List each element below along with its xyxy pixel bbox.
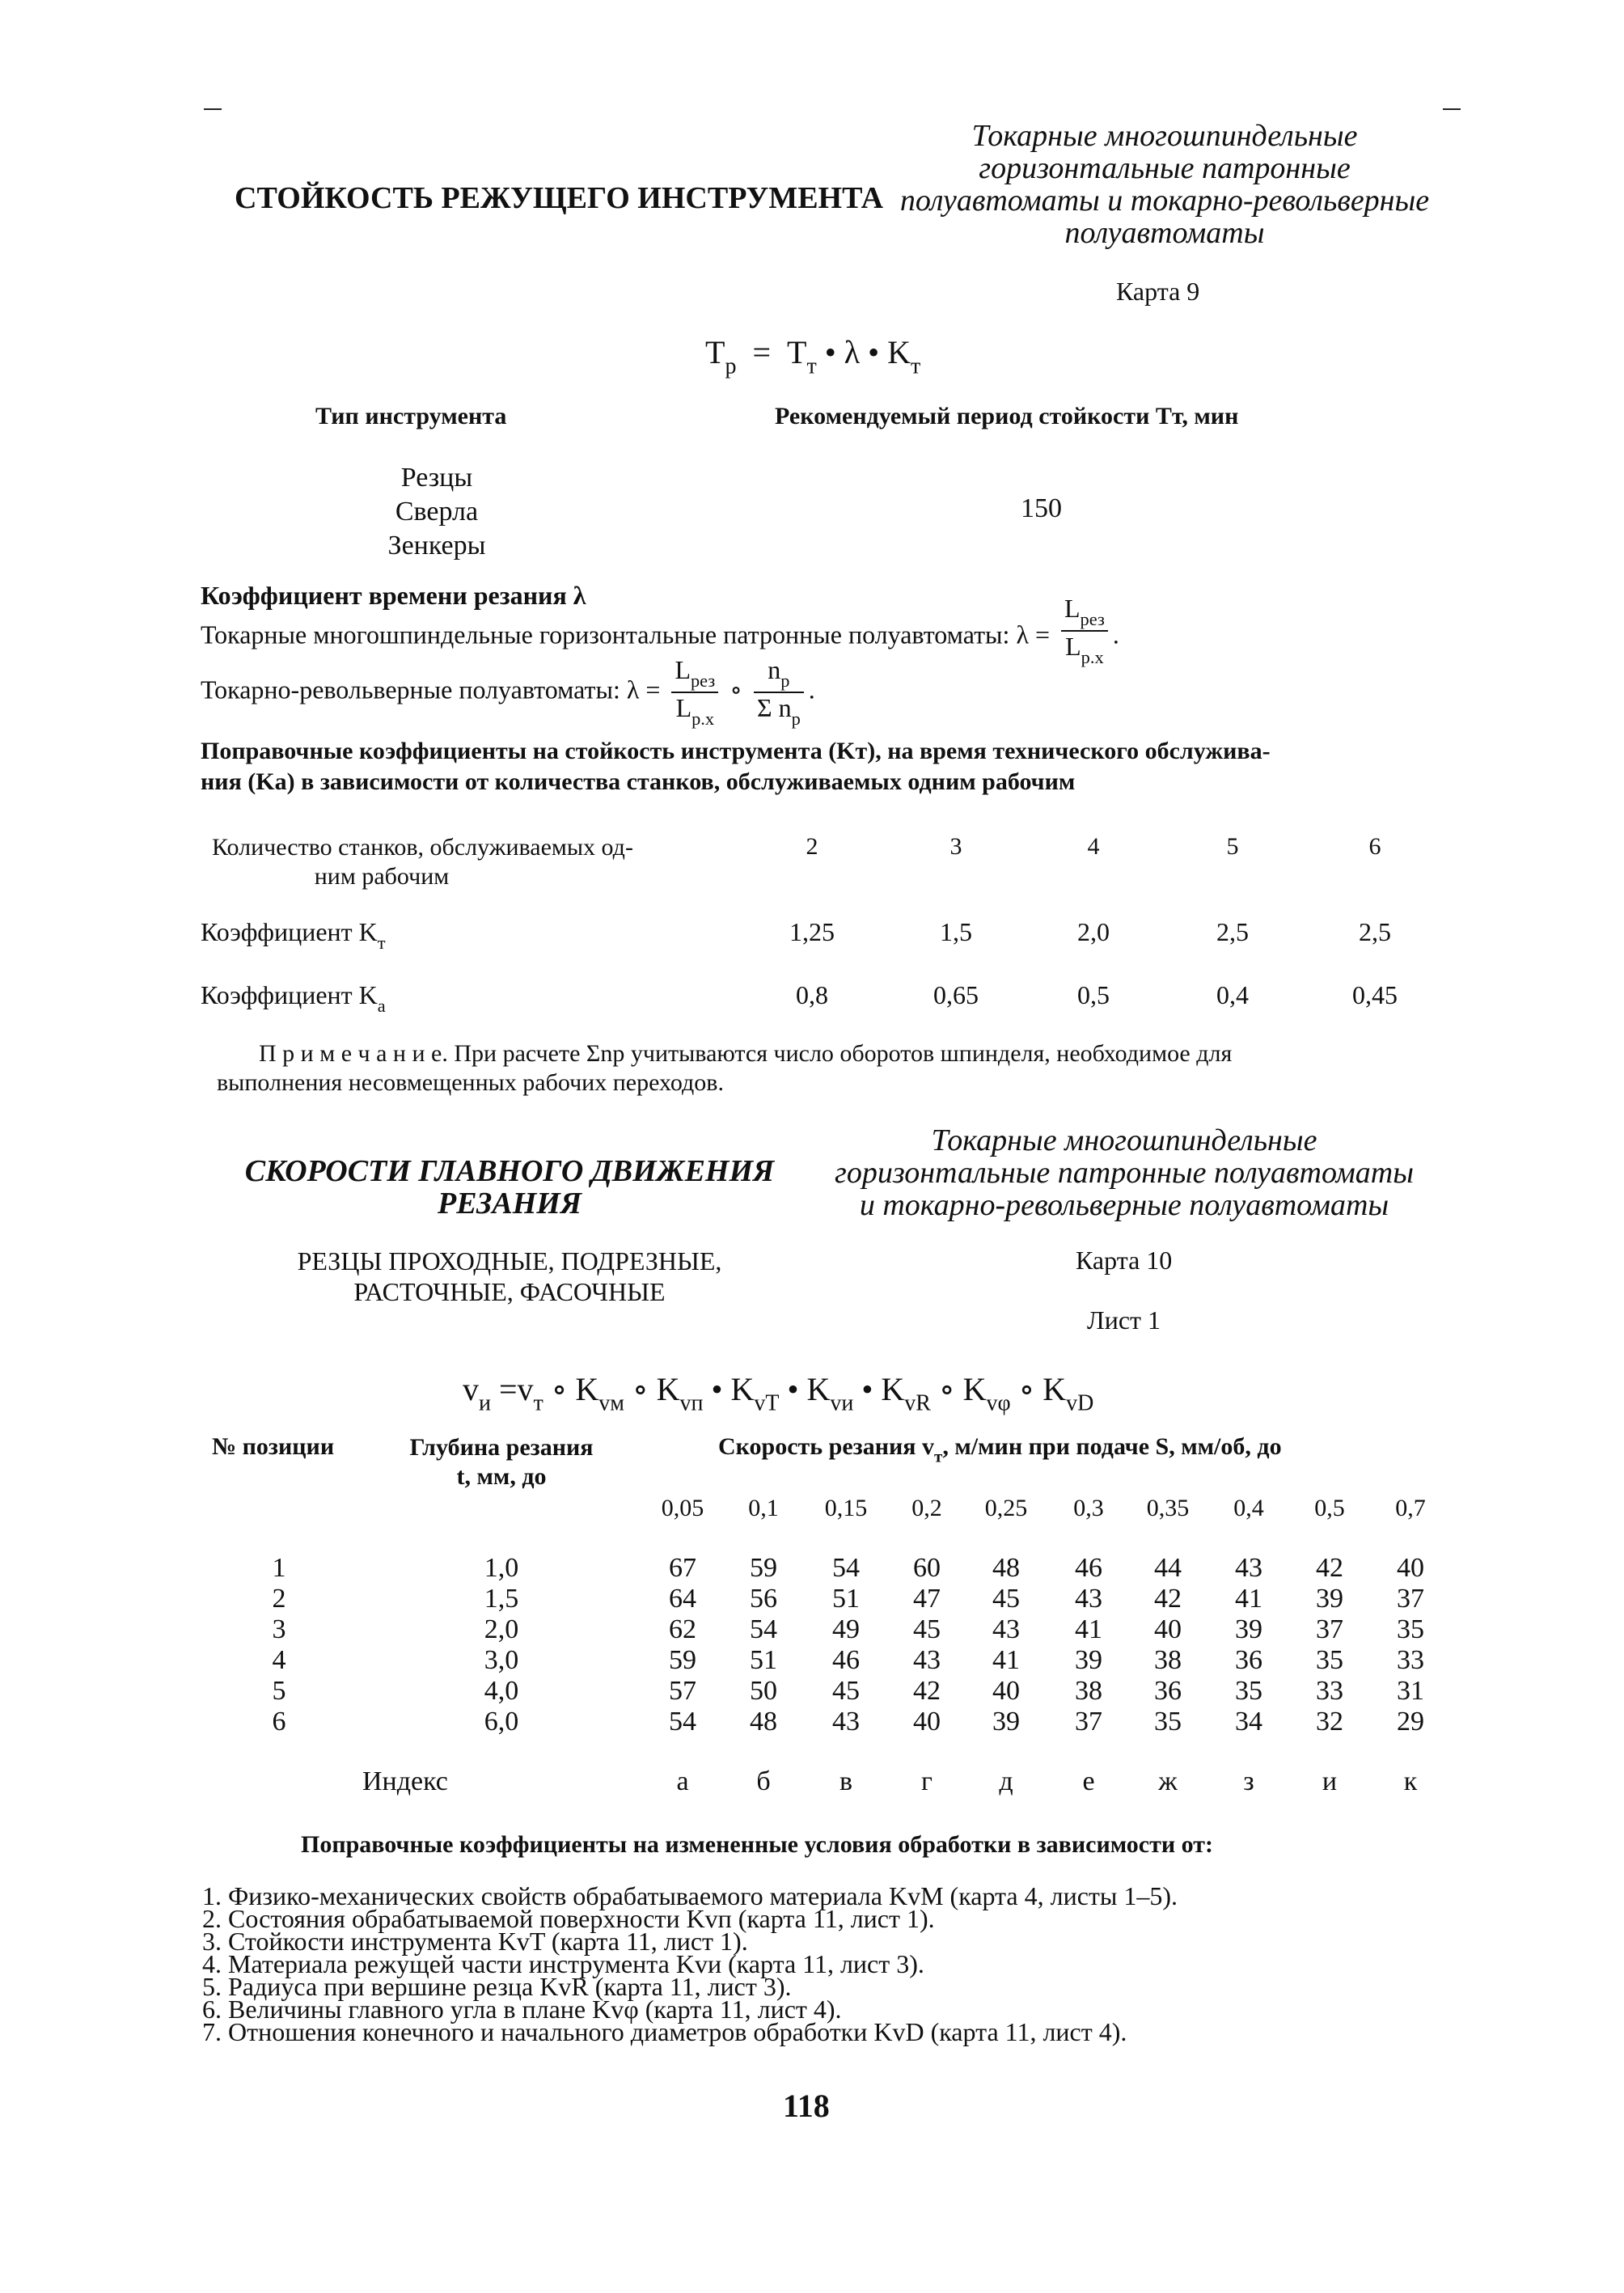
correction-item: 6. Величины главного угла в плане Kvφ (карта 11, лист 4). — [202, 1995, 842, 2024]
machines-header — [212, 833, 762, 891]
speed-value: 36 — [1235, 1645, 1262, 1675]
kt-value: 2,0 — [1077, 917, 1110, 946]
index-letter: е — [1082, 1766, 1095, 1796]
speed-value: 67 — [669, 1553, 696, 1583]
speed-value: 59 — [750, 1553, 777, 1583]
card9-col-period: Рекомендуемый период стойкости Tт, мин — [775, 403, 1239, 429]
lambda-heading: Коэффициент времени резания λ — [201, 581, 586, 610]
speed-value: 54 — [669, 1707, 696, 1737]
card10-tool-type — [267, 1246, 752, 1307]
kt-value: 2,5 — [1359, 917, 1391, 946]
index-letter: и — [1322, 1766, 1338, 1796]
speed-value: 54 — [832, 1553, 860, 1583]
position-number: 6 — [272, 1707, 286, 1737]
position-number: 5 — [272, 1676, 286, 1706]
feed-value: 0,4 — [1233, 1495, 1264, 1521]
index-letter: з — [1243, 1766, 1254, 1796]
speed-value: 43 — [913, 1645, 941, 1675]
correction-item: 5. Радиуса при вершине резца KvR (карта 11, лист 3). — [202, 1972, 792, 2001]
card10-subtitle-line: горизонтальные патронные полуавтоматы — [835, 1156, 1414, 1190]
speed-value: 42 — [913, 1676, 941, 1706]
col-speed: Скорость резания $v_т$, м/мин при подаче S, мм/об, до — [718, 1433, 1282, 1466]
index-letter: г — [921, 1766, 933, 1796]
card9-formula: $T_р = T_т$ • λ • $K_т$ — [705, 334, 921, 379]
feed-value: 0,05 — [661, 1495, 704, 1521]
machines-count: 4 — [1087, 833, 1100, 860]
speed-value: 31 — [1397, 1676, 1424, 1706]
card9-period-value: 150 — [1021, 493, 1062, 523]
machines-count: 5 — [1226, 833, 1239, 860]
feed-value: 0,1 — [748, 1495, 779, 1521]
corner-mark-right — [1443, 108, 1461, 110]
speed-value: 43 — [1235, 1553, 1262, 1583]
correction-item: 3. Стойкости инструмента KvT (карта 11, лист 1). — [202, 1927, 748, 1956]
card10-subtitle — [801, 1124, 1448, 1221]
depth-value: 1,5 — [484, 1584, 519, 1614]
speed-value: 51 — [832, 1584, 860, 1614]
position-number: 1 — [272, 1553, 286, 1583]
speed-value: 54 — [750, 1614, 777, 1644]
feed-value: 0,25 — [984, 1495, 1028, 1521]
depth-value: 2,0 — [484, 1614, 519, 1644]
speed-value: 40 — [992, 1676, 1020, 1706]
speed-value: 37 — [1075, 1707, 1102, 1737]
ka-value: 0,45 — [1352, 980, 1398, 1009]
speed-value: 39 — [1316, 1584, 1343, 1614]
correction-text-2: ния (Kа) в зависимости от количества станков, обслуживаемых одним рабочим — [201, 768, 1076, 795]
card10-subtitle-line: Токарные многошпиндельные — [931, 1123, 1317, 1157]
card9-label: Карта 9 — [1116, 277, 1200, 306]
card9-subtitle-line: полуавтоматы и токарно-револьверные — [899, 184, 1430, 218]
speed-value: 45 — [913, 1614, 941, 1644]
speed-value: 45 — [832, 1676, 860, 1706]
correction-item: 2. Состояния обрабатываемой поверхности Kvп (карта 11, лист 1). — [202, 1904, 935, 1933]
corrections-list — [202, 1881, 1178, 2046]
feed-value: 0,15 — [824, 1495, 868, 1521]
ka-value: 0,65 — [933, 980, 979, 1009]
lambda-line2: Токарно-револьверные полуавтоматы: λ = $\frac{L_{рез}}{L_{р.х}}$ ∘ $\frac{n_р}{\Sigma n_р}$ . — [201, 655, 815, 730]
col-position: № позиции — [212, 1433, 335, 1460]
speed-value: 41 — [992, 1645, 1020, 1675]
speed-value: 48 — [992, 1553, 1020, 1583]
feed-value: 0,35 — [1146, 1495, 1190, 1521]
col-depth — [380, 1433, 623, 1491]
index-letter: а — [676, 1766, 689, 1796]
depth-value: 4,0 — [484, 1676, 519, 1706]
speed-value: 41 — [1075, 1614, 1102, 1644]
speed-value: 43 — [992, 1614, 1020, 1644]
speed-value: 36 — [1154, 1676, 1182, 1706]
machines-count: 3 — [949, 833, 962, 860]
card10-title-line: РЕЗАНИЯ — [438, 1187, 582, 1221]
speed-value: 33 — [1397, 1645, 1424, 1675]
lambda-line1-text: Токарные многошпиндельные горизонтальные патронные полуавтоматы: λ = — [201, 620, 1050, 649]
speed-value: 37 — [1316, 1614, 1343, 1644]
ka-label: Коэффициент $K_а$ — [201, 980, 386, 1017]
card10-sheet: Лист 1 — [1087, 1305, 1161, 1335]
depth-value: 1,0 — [484, 1553, 519, 1583]
index-letter: б — [756, 1766, 771, 1796]
tool-item: Зенкеры — [387, 531, 486, 561]
position-number: 4 — [272, 1645, 286, 1675]
tool-item: Сверла — [395, 497, 479, 527]
ka-value: 0,8 — [796, 980, 828, 1009]
kt-value: 1,5 — [940, 917, 972, 946]
speed-value: 39 — [992, 1707, 1020, 1737]
card10-tool-line: РЕЗЦЫ ПРОХОДНЫЕ, ПОДРЕЗНЫЕ, — [297, 1246, 722, 1276]
speed-value: 37 — [1397, 1584, 1424, 1614]
lambda-fraction-2b: $\frac{n_р}{\Sigma n_р}$ — [754, 655, 804, 730]
speed-value: 38 — [1154, 1645, 1182, 1675]
machines-header-line: Количество станков, обслуживаемых од- — [212, 834, 633, 861]
speed-value: 48 — [750, 1707, 777, 1737]
speed-value: 39 — [1075, 1645, 1102, 1675]
speed-value: 34 — [1235, 1707, 1262, 1737]
speed-value: 50 — [750, 1676, 777, 1706]
card9-title: СТОЙКОСТЬ РЕЖУЩЕГО ИНСТРУМЕНТА — [235, 181, 884, 215]
index-letter: ж — [1158, 1766, 1178, 1796]
corrections-heading: Поправочные коэффициенты на измененные условия обработки в зависимости от: — [301, 1831, 1213, 1858]
speed-value: 35 — [1397, 1614, 1424, 1644]
ka-value: 0,4 — [1216, 980, 1249, 1009]
lambda-fraction-1: $\frac{L_{рез}}{L_{р.х}}$ — [1061, 594, 1108, 668]
speed-value: 64 — [669, 1584, 696, 1614]
speed-value: 42 — [1154, 1584, 1182, 1614]
speed-value: 47 — [913, 1584, 941, 1614]
machines-count: 2 — [806, 833, 818, 860]
speed-value: 60 — [913, 1553, 941, 1583]
speed-value: 62 — [669, 1614, 696, 1644]
speed-value: 38 — [1075, 1676, 1102, 1706]
speed-value: 35 — [1316, 1645, 1343, 1675]
corner-mark-left — [204, 108, 222, 110]
machines-count: 6 — [1368, 833, 1381, 860]
index-letter: в — [839, 1766, 853, 1796]
page-number: 118 — [783, 2088, 830, 2124]
card9-subtitle-line: полуавтоматы — [1064, 216, 1265, 250]
position-number: 3 — [272, 1614, 286, 1644]
kt-value: 1,25 — [789, 917, 835, 946]
col-depth-line: Глубина резания — [409, 1434, 594, 1461]
feed-value: 0,2 — [911, 1495, 942, 1521]
col-depth-line: t, мм, до — [456, 1463, 547, 1490]
lambda-fraction-2a: $\frac{L_{рез}}{L_{р.х}}$ — [671, 655, 718, 730]
speed-value: 32 — [1316, 1707, 1343, 1737]
speed-value: 43 — [1075, 1584, 1102, 1614]
speed-value: 56 — [750, 1584, 777, 1614]
tool-item: Резцы — [400, 463, 473, 493]
lambda-line1: Токарные многошпиндельные горизонтальные патронные полуавтоматы: λ = $\frac{L_{рез}}{L_{р.х}}$ . — [201, 594, 1119, 668]
speed-value: 46 — [1075, 1553, 1102, 1583]
depth-value: 3,0 — [484, 1645, 519, 1675]
card10-title — [226, 1155, 793, 1220]
note-line-1: П р и м е ч а н и е. При расчете Σnр учитываются число оборотов шпинделя, необходимое для — [259, 1040, 1233, 1067]
feed-value: 0,5 — [1314, 1495, 1345, 1521]
speed-value: 33 — [1316, 1676, 1343, 1706]
speed-value: 49 — [832, 1614, 860, 1644]
lambda-line2-text: Токарно-револьверные полуавтоматы: λ = — [201, 675, 661, 704]
speed-value: 51 — [750, 1645, 777, 1675]
index-letter: д — [999, 1766, 1013, 1796]
correction-item: 4. Материала режущей части инструмента Kvи (карта 11, лист 3). — [202, 1949, 924, 1978]
note-line-2: выполнения несовмещенных рабочих переходов. — [217, 1069, 724, 1096]
feed-value: 0,3 — [1073, 1495, 1104, 1521]
index-label: Индекс — [362, 1766, 448, 1796]
card9-subtitle-line: Токарные многошпиндельные — [971, 119, 1358, 153]
card9-subtitle — [873, 120, 1456, 249]
machines-header-line: ним рабочим — [314, 863, 450, 890]
speed-value: 40 — [1397, 1553, 1424, 1583]
card10-tool-line: РАСТОЧНЫЕ, ФАСОЧНЫЕ — [353, 1277, 666, 1306]
ka-value: 0,5 — [1077, 980, 1110, 1009]
speed-value: 35 — [1154, 1707, 1182, 1737]
speed-value: 29 — [1397, 1707, 1424, 1737]
speed-value: 59 — [669, 1645, 696, 1675]
speed-value: 41 — [1235, 1584, 1262, 1614]
speed-value: 42 — [1316, 1553, 1343, 1583]
speed-value: 35 — [1235, 1676, 1262, 1706]
feed-value: 0,7 — [1395, 1495, 1426, 1521]
card10-label: Карта 10 — [1076, 1246, 1173, 1275]
kt-value: 2,5 — [1216, 917, 1249, 946]
card9-tools — [380, 461, 493, 563]
speed-value: 40 — [913, 1707, 941, 1737]
card10-title-line: СКОРОСТИ ГЛАВНОГО ДВИЖЕНИЯ — [244, 1154, 775, 1188]
speed-value: 46 — [832, 1645, 860, 1675]
position-number: 2 — [272, 1584, 286, 1614]
kt-label: Коэффициент $K_т$ — [201, 917, 386, 954]
depth-value: 6,0 — [484, 1707, 519, 1737]
card10-formula: $v_и =v_т$ ∘ $K_{vм}$ ∘ $K_{vп}$ • $K_{vT}$ • $K_{vи}$ • $K_{vR}$ ∘ $K_{v\varphi}$ ∘ $K_{vD}$ — [463, 1371, 1094, 1416]
correction-item: 7. Отношения конечного и начального диаметров обработки KvD (карта 11, лист 4). — [202, 2017, 1127, 2046]
speed-value: 39 — [1235, 1614, 1262, 1644]
speed-value: 44 — [1154, 1553, 1182, 1583]
speed-value: 40 — [1154, 1614, 1182, 1644]
speed-value: 43 — [832, 1707, 860, 1737]
correction-text-1: Поправочные коэффициенты на стойкость инструмента (Kт), на время технического обслужива- — [201, 738, 1271, 764]
card9-subtitle-line: горизонтальные патронные — [979, 151, 1351, 185]
speed-value: 45 — [992, 1584, 1020, 1614]
speed-value: 57 — [669, 1676, 696, 1706]
card10-subtitle-line: и токарно-револьверные полуавтоматы — [859, 1188, 1389, 1222]
index-letter: к — [1403, 1766, 1418, 1796]
correction-item: 1. Физико-механических свойств обрабатываемого материала KvM (карта 4, листы 1–5). — [202, 1881, 1178, 1910]
card9-col-tool-type: Тип инструмента — [315, 403, 507, 429]
